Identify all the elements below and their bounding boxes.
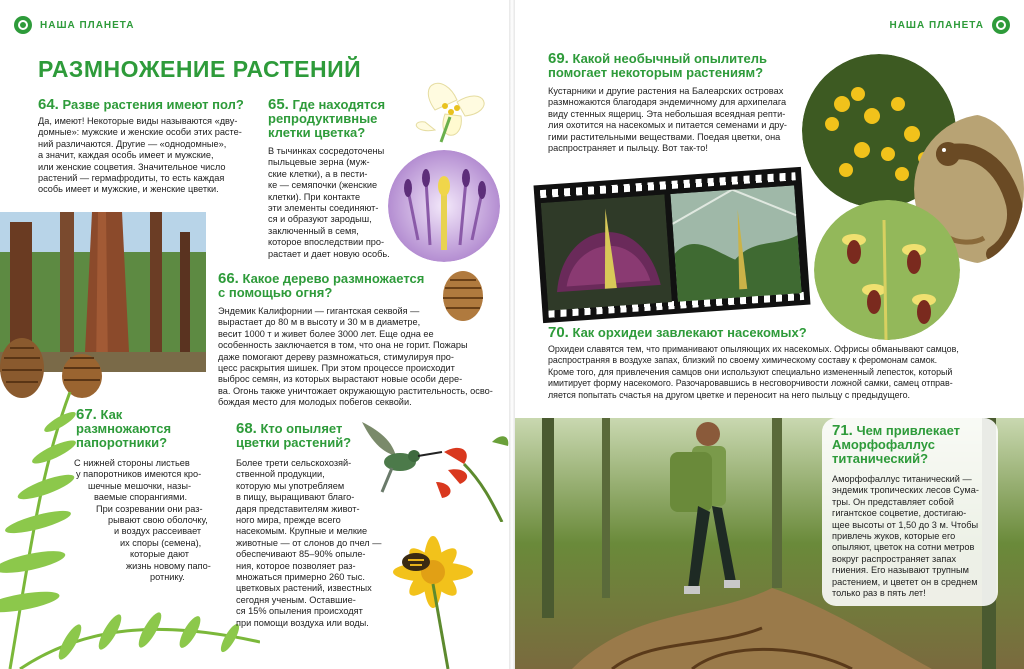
q71-heading <box>832 424 1002 466</box>
q69-line: виду стенных ящериц. Эта небольшая всеядная репти- <box>548 108 786 119</box>
q65-line: заключенный в семя, <box>268 225 359 236</box>
q64-line: Да, имеют! Некоторые виды называются «дву- <box>38 116 238 126</box>
q71-line: гигантское соцветие, достигаю- <box>832 508 967 519</box>
q65-line: ские клетки), а в пести- <box>268 168 368 179</box>
q67-line: их споры (семена), <box>120 537 202 548</box>
q64-line: а значит, каждая особь имеет и мужские, <box>38 150 214 161</box>
q67-line: рывают свою оболочку, <box>108 515 208 526</box>
filmstrip <box>534 167 811 323</box>
q71-line: вокруг распространяет запах <box>832 553 957 564</box>
q71-title-line: Аморфофаллус <box>832 437 935 452</box>
q65-heading <box>268 98 408 140</box>
q67-heading <box>76 408 216 450</box>
q68-number: 68. <box>236 420 257 437</box>
q68-title-line: цветки растений? <box>236 435 352 450</box>
q64-line: растений — гермафродиты, то есть каждая <box>38 173 225 184</box>
q65-line: ся и образуют зародыш, <box>268 214 372 225</box>
q65-line: ке — семяпочки (женские <box>268 180 378 191</box>
q70-title: Как орхидеи завлекают насекомых? <box>572 325 807 340</box>
q71-line: растением, и цветет он в среднем <box>832 576 978 587</box>
q65-line: растает и дает новую особь. <box>268 248 390 259</box>
q71-line: щее высоты от 1,50 до 3 м. Чтобы <box>832 519 979 530</box>
q68-line: обеспечивают 85–90% опыле- <box>236 549 366 560</box>
q66-line: цесс раскрытия шишек. При этом процессе происходит <box>218 363 455 374</box>
q66-line: особенность заключается в том, что она не горит. Пожары <box>218 340 468 351</box>
q68-line: при помощи воздуха или воды. <box>236 617 369 628</box>
q64-body <box>38 116 258 196</box>
q67-title-line: Как <box>100 407 123 422</box>
left-header-label: НАША ПЛАНЕТА <box>40 19 135 31</box>
q70-heading <box>548 326 968 340</box>
q67-line: С нижней стороны листьев <box>74 458 190 468</box>
q65-line: В тычинках сосредоточены <box>268 146 385 156</box>
q64-number: 64. <box>38 96 59 113</box>
q64-heading <box>38 98 244 112</box>
q68-line: ного мира, прежде всего <box>236 515 341 526</box>
q66-line: вырастает до 80 м в высоту и 30 м в диаметре, <box>218 317 421 328</box>
right-header <box>889 16 1010 34</box>
q64-title: Разве растения имеют пол? <box>62 97 244 112</box>
q70-line: распространяя в воздухе запах, близкий по своему химическому составу к феромонам самок. <box>548 355 938 366</box>
q69-line: гими растительными веществами. Поедая цветки, она <box>548 131 781 142</box>
q68-line: животные — от слонов до пчел — <box>236 537 382 548</box>
q69-heading <box>548 52 808 80</box>
q68-body <box>236 458 396 629</box>
q69-line: Кустарники и другие растения на Балеарских островах <box>548 86 784 96</box>
page-title: РАЗМНОЖЕНИЕ РАСТЕНИЙ <box>38 56 362 82</box>
q65-line: эти элементы соединяют- <box>268 203 379 214</box>
q68-line: даря представителям живот- <box>236 503 360 514</box>
q65-number: 65. <box>268 96 289 113</box>
q68-line: ния, которое позволяет раз- <box>236 560 356 571</box>
q70-number: 70. <box>548 324 569 341</box>
q71-line: привлечь жуков, которые его <box>832 531 956 542</box>
q68-line: ственной продукции, <box>236 469 325 480</box>
q66-line: ва. Огонь также уничтожает окружающую растительность, осво- <box>218 385 493 396</box>
q68-line: Более трети сельскохозяй- <box>236 458 352 468</box>
q67-title-line: папоротники? <box>76 435 168 450</box>
q66-title-line: Какое дерево размножается <box>242 271 425 286</box>
q66-body <box>218 306 510 409</box>
q68-line: насекомым. Крупные и мелкие <box>236 526 368 537</box>
orchid-circle-photo <box>814 200 960 340</box>
q69-title-line: Какой необычный опылитель <box>572 51 767 66</box>
q64-line: или женские соцветия. Значительное число <box>38 161 226 172</box>
q66-line: выброс семян, из которых вырастают новые особи дере- <box>218 374 463 385</box>
q69-line: лия охотится на насекомых и питается семенами и дру- <box>548 120 787 131</box>
book-gutter <box>509 0 515 669</box>
q68-heading <box>236 422 386 450</box>
q66-number: 66. <box>218 270 239 287</box>
q69-line: распространяет и пыльцу. Вот так-то! <box>548 143 708 154</box>
q70-line: Орхидеи славятся тем, что приманивают опыляющих их насекомых. Офрисы обманывают самцов, <box>548 344 959 354</box>
q69-body <box>548 86 810 154</box>
q67-line: ротнику. <box>150 572 185 583</box>
q71-line: эндемик тропических лесов Сума- <box>832 485 979 496</box>
q64-line: особь имеет и мужские, и женские цветки. <box>38 184 219 195</box>
q67-line: у папоротников имеются кро- <box>76 469 202 480</box>
q67-body <box>74 458 224 583</box>
q64-line: домные»: мужские и женские особи этих расте- <box>38 127 242 138</box>
q67-line: ваемые спорангиями. <box>94 492 188 503</box>
q68-line: ся 15% опыления происходят <box>236 606 363 617</box>
stamens-circle-photo <box>388 150 500 262</box>
bee-on-flower-illustration <box>388 532 478 669</box>
q70-line: имитирует форму насекомого. Разочаровавшись в несговорчивости ложной самки, самец отправ- <box>548 378 953 389</box>
q67-line: При созревании они раз- <box>96 503 203 514</box>
q67-title-line: размножаются <box>76 421 172 436</box>
q71-line: только раз в пять лет! <box>832 588 926 599</box>
q69-line: размножаются благодаря эндемичному для архипелага <box>548 97 787 108</box>
q66-line: бождая место для молодых побегов секвойи. <box>218 397 412 408</box>
q65-line: пыльцевые зерна (муж- <box>268 157 370 168</box>
lily-flower-photo <box>405 72 497 144</box>
q66-line: даже помогают дереву размножаться, стимулируя про- <box>218 351 454 362</box>
q66-heading <box>218 272 448 300</box>
q71-line: опыляют, цветок на сотни метров <box>832 542 975 553</box>
right-header-label: НАША ПЛАНЕТА <box>889 19 984 31</box>
greenhouse-film-frame <box>670 185 801 301</box>
q71-line: тры. Он представляет собой <box>832 496 954 507</box>
q65-line: которое впоследствии про- <box>268 237 385 248</box>
q68-line: цветковых растений, известных <box>236 583 372 594</box>
q66-line: весит 1000 т и живет более 3000 лет. Еще одна ее <box>218 328 434 339</box>
q65-title-line: клетки цветка? <box>268 125 366 140</box>
q71-title-line: титанический? <box>832 451 929 466</box>
q71-title-line: Чем привлекает <box>856 423 960 438</box>
q66-line: Эндемик Калифорнии — гигантская секвойя — <box>218 306 420 316</box>
q70-line: Кроме того, для привлечения самцов они используют специально измененный лепесток, который <box>548 366 953 377</box>
q67-number: 67. <box>76 406 97 423</box>
right-page <box>512 0 1024 669</box>
q65-title-line: репродуктивные <box>268 111 378 126</box>
q68-line: множаться примерно 260 тыс. <box>236 572 365 583</box>
q67-line: которые дают <box>130 549 189 560</box>
q69-number: 69. <box>548 50 569 67</box>
q67-line: жизнь новому папо- <box>126 560 211 571</box>
q71-number: 71. <box>832 422 853 439</box>
q70-body <box>548 344 1018 401</box>
globe-icon <box>14 16 32 34</box>
q68-line: в пищу, выращивают благо- <box>236 492 355 503</box>
q70-line: ляется попытать счастья на другом цветке и переносит на него пыльцу с предыдущего. <box>548 389 910 400</box>
amorphophallus-film-frame <box>541 194 672 310</box>
q66-title-line: с помощью огня? <box>218 285 333 300</box>
q71-line: гниения. Его называют трупным <box>832 565 969 576</box>
q64-line: ний различаются. Другие — «однодомные», <box>38 138 227 149</box>
q65-line: клетки). При контакте <box>268 191 361 202</box>
q65-title-line: Где находятся <box>292 97 386 112</box>
q69-title-line: помогает некоторым растениям? <box>548 65 764 80</box>
left-header <box>14 16 135 34</box>
q67-line: и воздух рассеивает <box>114 526 202 537</box>
q71-body <box>832 474 1004 599</box>
globe-icon <box>992 16 1010 34</box>
q68-line: которую мы употребляем <box>236 480 345 491</box>
q68-line: сегодня ученым. Оставшие- <box>236 594 356 605</box>
q71-line: Аморфофаллус титанический — <box>832 474 972 484</box>
q67-line: шечные мешочки, назы- <box>88 480 192 491</box>
q68-title-line: Кто опыляет <box>260 421 343 436</box>
